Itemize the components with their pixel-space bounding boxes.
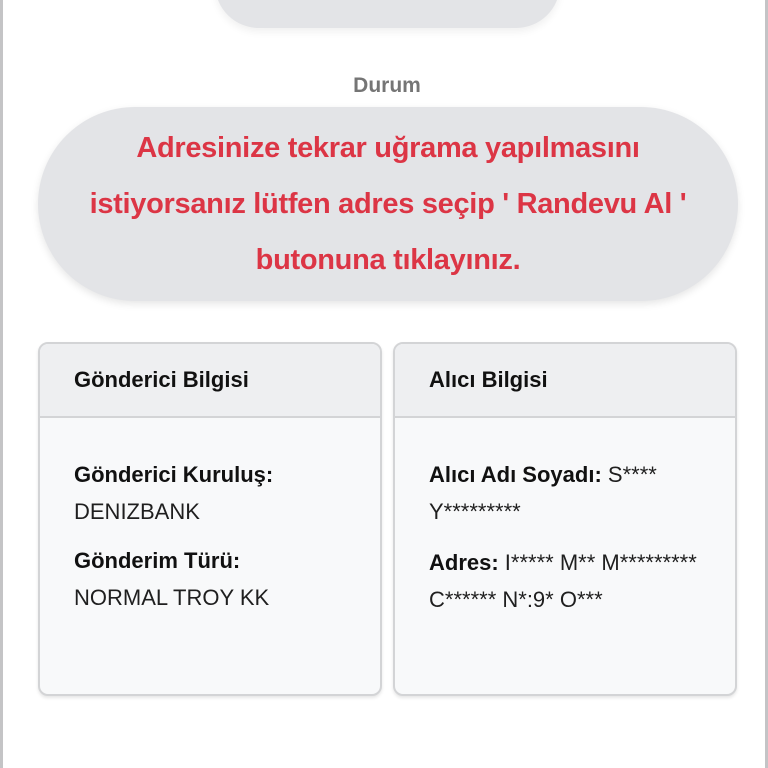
sender-institution-value: DENIZBANK [74,499,200,524]
top-status-pill [215,0,560,28]
status-message: Adresinize tekrar uğrama yapılmasını istiyorsanız lütfen adres seçip ' Randevu Al ' butonuna tıklayınız. [89,132,687,276]
shipment-type-field [74,542,360,616]
shipment-type-value: NORMAL TROY KK [74,585,270,610]
recipient-card-title: Alıcı Bilgisi [395,344,735,418]
recipient-card-body [395,418,735,618]
sender-card-body [40,418,380,616]
recipient-name-label: Alıcı Adı Soyadı: [429,462,608,487]
recipient-address-field [429,544,715,618]
status-label: Durum [353,74,421,97]
sender-info-card [38,342,382,696]
recipient-name-field [429,456,715,530]
status-message-box [38,107,738,301]
recipient-address-value: I***** M** M********* C****** N*:9* O*** [429,550,697,612]
recipient-address-label: Adres: [429,550,505,575]
recipient-name-value: S**** Y********* [429,462,657,524]
sender-card-title: Gönderici Bilgisi [40,344,380,418]
sender-institution-label: Gönderici Kuruluş: [74,462,274,487]
recipient-info-card [393,342,737,696]
sender-institution-field [74,456,360,530]
shipment-type-label: Gönderim Türü: [74,548,241,573]
